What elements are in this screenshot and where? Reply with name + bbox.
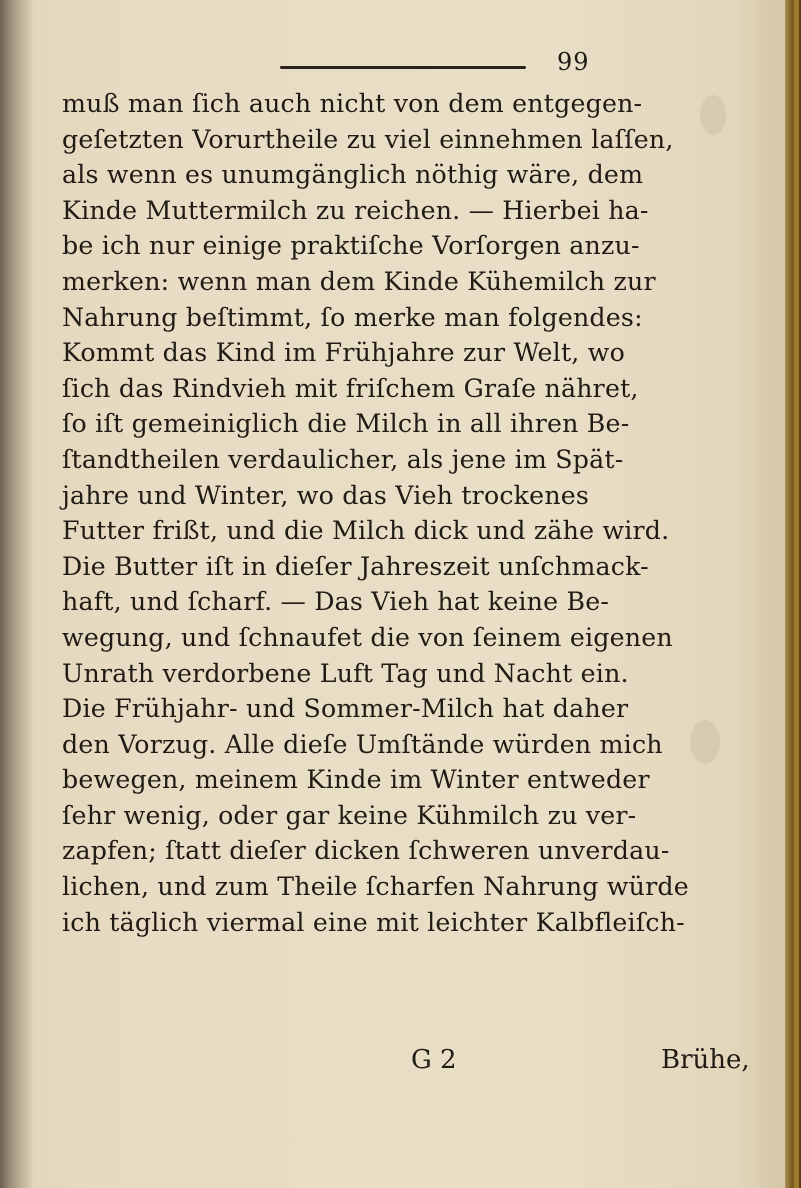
- page-edge-stripe: [794, 0, 799, 1188]
- text-line: bewegen, meinem Kinde im Winter entweder: [62, 765, 650, 795]
- text-line: zapfen; ſtatt dieſer dicken ſchweren unverdau-: [62, 836, 670, 866]
- text-line: Kommt das Kind im Frühjahre zur Welt, wo: [62, 338, 625, 368]
- signature-mark: G 2: [411, 1045, 457, 1075]
- catchword: Brühe,: [661, 1045, 750, 1075]
- body-text: [62, 86, 762, 940]
- text-line: den Vorzug. Alle dieſe Umſtände würden mich: [62, 729, 663, 759]
- text-line: ſehr wenig, oder gar keine Kühmilch zu ver-: [62, 800, 637, 830]
- text-line: jahre und Winter, wo das Vieh trockenes: [62, 480, 590, 510]
- page-footer: [62, 1045, 762, 1081]
- text-line: ſtandtheilen verdaulicher, als jene im Spät-: [62, 444, 624, 474]
- text-line: Die Frühjahr- und Sommer-Milch hat daher: [62, 694, 629, 724]
- text-line: Futter frißt, und die Milch dick und zähe wird.: [62, 516, 670, 546]
- spine-shadow: [0, 0, 34, 1188]
- text-line: als wenn es unumgänglich nöthig wäre, dem: [62, 160, 644, 190]
- text-line: ſo iſt gemeiniglich die Milch in all ihren Be-: [62, 409, 630, 439]
- text-line: ſich das Rindvieh mit friſchem Graſe nähret,: [62, 373, 639, 403]
- page-number: 99: [557, 48, 590, 76]
- text-line: Kinde Muttermilch zu reichen. — Hierbei ha-: [62, 195, 649, 225]
- text-line: lichen, und zum Theile ſcharfen Nahrung würde: [62, 872, 689, 902]
- text-line: wegung, und ſchnaufet die von ſeinem eigenen: [62, 622, 673, 652]
- text-line: Die Butter iſt in dieſer Jahreszeit unſchmack-: [62, 551, 649, 581]
- text-line: be ich nur einige praktiſche Vorſorgen anzu-: [62, 231, 640, 261]
- text-line: Nahrung beſtimmt, ſo merke man folgendes:: [62, 302, 643, 332]
- header-rule: [280, 66, 526, 69]
- text-line: haft, und ſcharf. — Das Vieh hat keine Be-: [62, 587, 610, 617]
- text-line: ich täglich viermal eine mit leichter Kalbfleiſch-: [62, 907, 685, 937]
- text-line: Unrath verdorbene Luft Tag und Nacht ein.: [62, 658, 629, 688]
- text-line: geſetzten Vorurtheile zu viel einnehmen laſſen,: [62, 124, 674, 154]
- text-line: merken: wenn man dem Kinde Kühemilch zur: [62, 266, 656, 296]
- text-line: muß man ſich auch nicht von dem entgegen-: [62, 89, 643, 118]
